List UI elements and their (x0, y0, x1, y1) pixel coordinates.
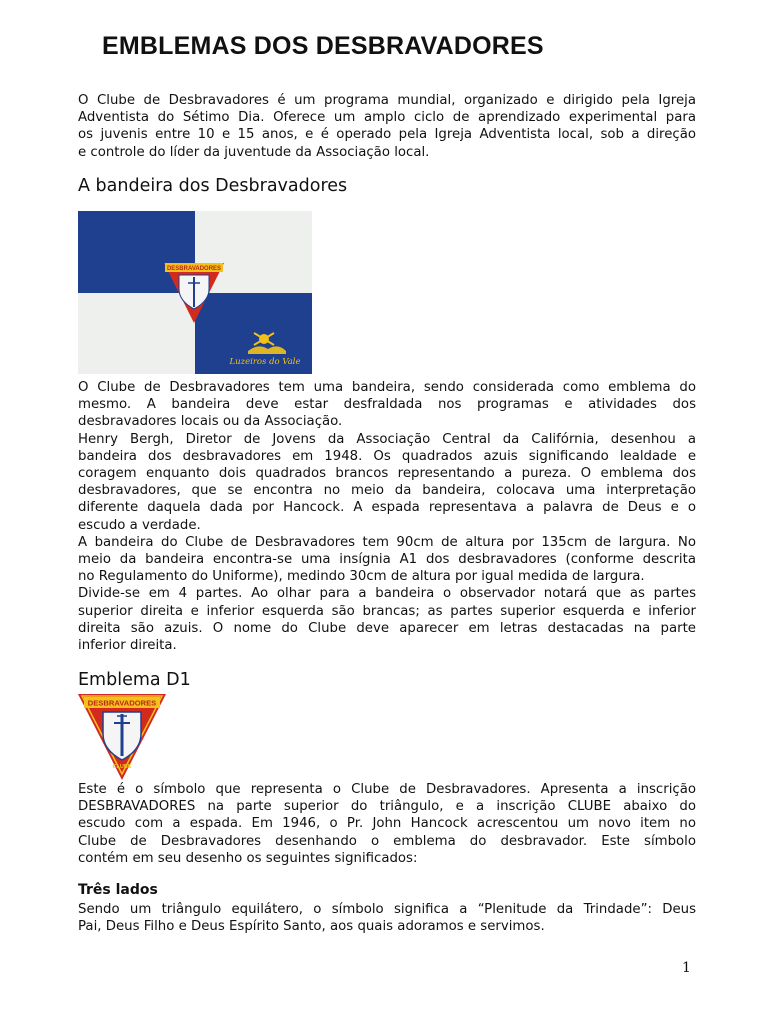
club-name-text: Luzeiros do Vale (229, 357, 301, 367)
text-line: Adventista do Sétimo Dia. Oferece um amplo ciclo de aprendizado experimental para (78, 110, 696, 126)
text-line: contém em seu desenho os seguintes significados: (78, 850, 418, 866)
text-line: mesmo. A bandeira deve estar desfraldada nos programas e atividades dos (78, 397, 696, 413)
text-line: Este é o símbolo que representa o Clube de Desbravadores. Apresenta a inscrição (78, 782, 696, 797)
text-line: Divide-se em 4 partes. Ao olhar para a bandeira o observador notará que as partes (78, 586, 696, 602)
emblem-top-text: DESBRAVADORES (87, 698, 157, 708)
page-number: 1 (682, 960, 691, 976)
text-line: e controle do líder da juventude da Associação local. (78, 144, 430, 160)
tres-lados-paragraph (78, 901, 696, 935)
text-line: escudo a verdade. (78, 517, 201, 533)
document-title: EMBLEMAS DOS DESBRAVADORES (102, 32, 544, 60)
text-line: A bandeira do Clube de Desbravadores tem 90cm de altura por 135cm de largura. No (78, 534, 696, 550)
text-line: meio da bandeira encontra-se uma insígnia A1 dos desbravadores (conforme descrita (78, 552, 696, 568)
text-line: direita são azuis. O nome do Clube deve aparecer em letras destacadas na parte (78, 620, 696, 636)
d1-paragraph (78, 781, 696, 867)
emblem-bottom-text: CLUBE (112, 764, 132, 770)
text-line: coragem enquanto dois quadrados brancos representando a pureza. O emblema dos (78, 466, 696, 482)
tres-lados-heading: Três lados (78, 882, 158, 898)
d1-section-heading: Emblema D1 (78, 670, 191, 690)
text-line: os juvenis entre 10 e 15 anos, e é operado pela Igreja Adventista local, sob a direção (78, 127, 696, 143)
intro-paragraph (78, 92, 696, 161)
text-line: Henry Bergh, Diretor de Jovens da Associação Central da Califórnia, desenhou a (78, 431, 696, 447)
text-line: DESBRAVADORES na parte superior do triângulo, e a inscrição CLUBE abaixo do (78, 799, 696, 815)
text-line: desbravadores locais ou da Associação. (78, 414, 343, 430)
text-line: O Clube de Desbravadores é um programa mundial, organizado e dirigido pela Igreja (78, 93, 696, 108)
text-line: desbravadores, que se encontra no meio da bandeira, colocava uma interpretação (78, 483, 696, 499)
text-line: inferior direita. (78, 638, 177, 654)
text-line: Sendo um triângulo equilátero, o símbolo significa a “Plenitude da Trindade”: Deus (78, 902, 696, 917)
pathfinder-flag-image (78, 211, 312, 374)
text-line: Pai, Deus Filho e Deus Espírito Santo, aos quais adoramos e servimos. (78, 919, 545, 935)
text-line: no Regulamento do Uniforme), medindo 30cm de altura por igual medida de largura. (78, 569, 645, 585)
text-line: diferente daquela dada por Hancock. A espada representava a palavra de Deus e o (78, 500, 696, 516)
flag-emblem-text: DESBRAVADORES (166, 266, 222, 272)
text-line: O Clube de Desbravadores tem uma bandeira, sendo considerada como emblema do (78, 380, 696, 395)
text-line: bandeira dos desbravadores em 1948. Os quadrados azuis significando lealdade e (78, 448, 696, 464)
flag-paragraph (78, 379, 696, 654)
pathfinder-emblem-d1-image (76, 690, 168, 782)
flag-section-heading: A bandeira dos Desbravadores (78, 176, 348, 196)
text-line: superior direita e inferior esquerda são brancas; as partes superior esquerda e inferior (78, 603, 696, 619)
text-line: Clube de Desbravadores desenhando o emblema do desbravador. Este símbolo (78, 833, 696, 849)
text-line: escudo com a espada. Em 1946, o Pr. John Hancock acrescentou um novo item no (78, 816, 696, 832)
